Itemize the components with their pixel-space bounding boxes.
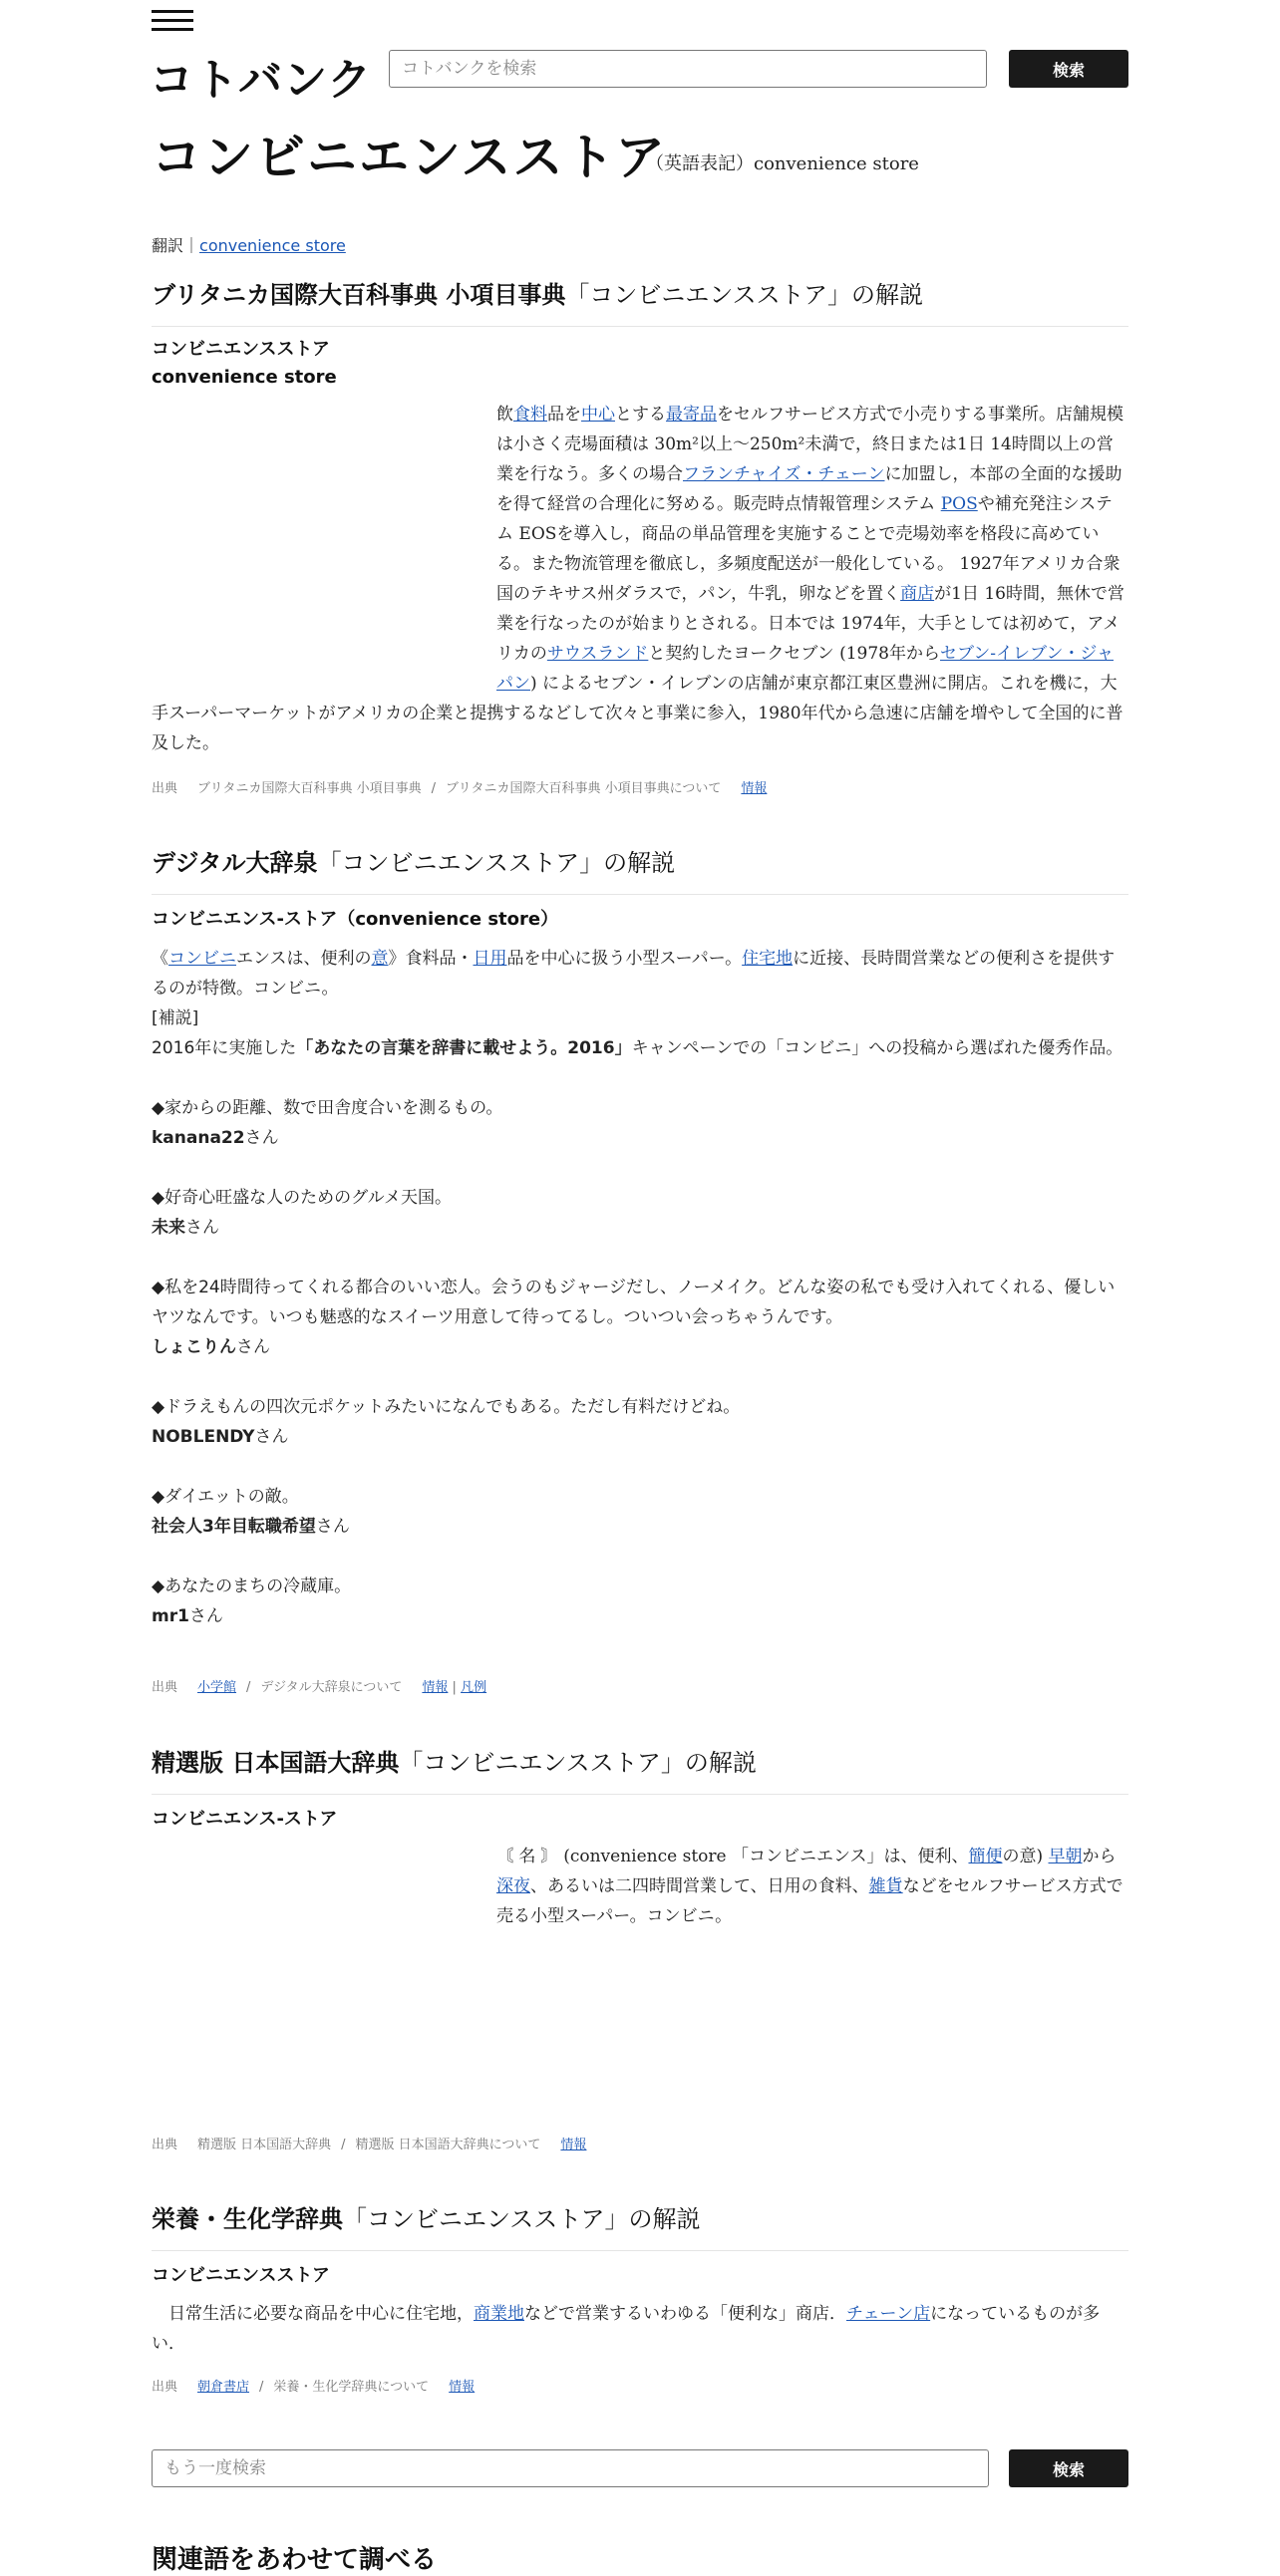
- britannica-heading-title: ブリタニカ国際大百科事典 小項目事典: [152, 281, 566, 309]
- link-i[interactable]: 意: [371, 949, 389, 969]
- link-chushin[interactable]: 中心: [581, 405, 615, 425]
- daijisen-heading-suffix: 「コンビニエンスストア」の解説: [317, 849, 676, 877]
- daijisen-legend-link[interactable]: 凡例: [461, 1680, 487, 1695]
- supplement-label: [補説]: [152, 1008, 199, 1028]
- shogakukan-link[interactable]: 小学館: [197, 1680, 237, 1695]
- britannica-entry-name: [152, 336, 337, 392]
- translation-line: [152, 233, 346, 256]
- link-franchise-chain[interactable]: フランチャイズ・チェーン: [683, 464, 885, 484]
- kokugo-entry-name: コンビニエンス-ストア: [152, 1809, 338, 1830]
- kokugo-heading-title: 精選版 日本国語大辞典: [152, 1749, 400, 1777]
- link-pos[interactable]: POS: [940, 494, 978, 514]
- daijisen-entry-name: コンビニエンス-ストア（convenience store）: [152, 909, 559, 930]
- search-button[interactable]: 検索: [1009, 50, 1128, 88]
- britannica-heading: [152, 275, 1128, 327]
- eiyo-heading: [152, 2199, 1128, 2251]
- search-input[interactable]: [389, 50, 987, 88]
- submission-item: ◆あなたのまちの冷蔵庫。 mr1さん: [152, 1576, 352, 1626]
- eiyo-info-link[interactable]: 情報: [449, 2380, 476, 2395]
- english-notation: （英語表記）convenience store: [646, 153, 919, 174]
- britannica-heading-suffix: 「コンビニエンスストア」の解説: [565, 281, 923, 309]
- translation-link[interactable]: convenience store: [199, 236, 346, 255]
- daijisen-definition: 《コンビニエンスは、便利の意》食料品・日用品を中心に扱う小型スーパー。住宅地に近接、長時間営業などの便利さを提供するのが特徴。コンビニ。: [152, 949, 1116, 999]
- eiyo-source: 出典 朝倉書店 / 栄養・生化学辞典について 情報: [152, 2380, 476, 2395]
- eiyo-heading-suffix: 「コンビニエンスストア」の解説: [343, 2205, 701, 2233]
- submission-item: ◆私を24時間待ってくれる都合のいい恋人。会うのもジャージだし、ノーメイク。どんな姿の私でも受け入れてくれる、優しいヤツなんです。いつも魅惑的なスイーツ用意して待ってるし。ついつい会っちゃうんです。 しょこりんさん: [152, 1278, 1116, 1357]
- eiyo-entry-name: コンビニエンスストア: [152, 2265, 330, 2286]
- daijisen-heading: [152, 843, 1128, 895]
- bottom-search-input[interactable]: [152, 2449, 989, 2487]
- eiyo-body: 日常生活に必要な商品を中心に住宅地，商業地などで営業するいわゆる「便利な」商店．チェーン店になっているものが多い．: [152, 2304, 1101, 2354]
- link-konbini[interactable]: コンビニ: [168, 949, 236, 969]
- link-moyorihin[interactable]: 最寄品: [666, 405, 717, 425]
- kokugo-body: 〘 名 〙 (convenience store 「コンビニエンス」は、便利、簡便の意) 早朝から深夜、あるいは二四時間営業して、日用の食料、雑貨などをセルフサービス方式で売る小型スーパー。コンビニ。: [496, 1847, 1123, 1926]
- campaign-text: 2016年に実施した「あなたの言葉を辞書に載せよう。2016」キャンペーンでの「コンビニ」への投稿から選ばれた優秀作品。: [152, 1038, 1123, 1058]
- britannica-name-ja: コンビニエンスストア: [152, 339, 330, 360]
- submission-item: ◆好奇心旺盛な人のためのグルメ天国。 未来さん: [152, 1188, 453, 1238]
- daijisen-body: [152, 944, 1128, 1631]
- link-shinya[interactable]: 深夜: [496, 1876, 530, 1896]
- link-kanben[interactable]: 簡便: [968, 1847, 1003, 1866]
- page-title: コンビニエンスストア: [152, 129, 667, 186]
- kokugo-source: 出典 精選版 日本国語大辞典 / 精選版 日本国語大辞典について 情報: [152, 2138, 587, 2152]
- bottom-search-button[interactable]: 検索: [1009, 2449, 1128, 2487]
- daijisen-source: 出典 小学館 / デジタル大辞泉について 情報 | 凡例: [152, 1680, 487, 1695]
- eiyo-heading-title: 栄養・生化学辞典: [152, 2205, 343, 2233]
- link-socho[interactable]: 早朝: [1048, 1847, 1083, 1866]
- link-zakka[interactable]: 雑貨: [868, 1876, 903, 1896]
- britannica-info-link[interactable]: 情報: [741, 781, 768, 796]
- submission-list: [152, 1063, 1128, 1631]
- site-logo[interactable]: コトバンク: [150, 55, 373, 106]
- britannica-source: 出典 ブリタニカ国際大百科事典 小項目事典 / ブリタニカ国際大百科事典 小項目事典について 情報: [152, 781, 768, 796]
- link-southland[interactable]: サウスランド: [546, 644, 649, 664]
- link-jutakuchi[interactable]: 住宅地: [742, 949, 794, 969]
- link-shokuryo[interactable]: 食料: [513, 405, 547, 425]
- submission-item: ◆家からの距離、数で田舎度合いを測るもの。 kanana22さん: [152, 1098, 503, 1148]
- related-heading: 関連語をあわせて調べる: [152, 2545, 438, 2575]
- submission-item: ◆ドラえもんの四次元ポケットみたいになんでもある。ただし有料だけどね。 NOBLENDYさん: [152, 1397, 741, 1447]
- link-shoten[interactable]: 商店: [900, 584, 935, 604]
- link-seven-eleven-japan[interactable]: セブン-イレブン・ジャパン: [496, 644, 1115, 694]
- kokugo-heading-suffix: 「コンビニエンスストア」の解説: [399, 1749, 757, 1777]
- daijisen-info-link[interactable]: 情報: [422, 1680, 449, 1695]
- daijisen-heading-title: デジタル大辞泉: [152, 849, 318, 877]
- britannica-body: 飲食料品を中心とする最寄品をセルフサービス方式で小売りする事業所。店舗規模は小さく売場面積は 30m²以上～250m²未満で，終日または1日 14時間以上の営業を行なう。多くの場合フランチャイズ・チェーンに加盟し，本部の全面的な援助を得て経営の合理化に努める。販売時点情報管理システム POSや補充発注システム EOSを導入し，商品の単品管理を実施することで売場効率を格段に高めている。また物流管理を徹底し，多頻度配送が一般化している。 1927年アメリカ合衆国のテキサス州ダラスで，パン，牛乳，卵などを置く商店が1日 16時間，無休で営業を行なったのが始まりとされる。日本では 1974年，大手としては初めて，アメリカのサウスランドと契約したヨークセブン (1978年からセブン-イレブン・ジャパン) によるセブン・イレブンの店舗が東京都江東区豊洲に開店。これを機に，大手スーパーマーケットがアメリカの企業と提携するなどして次々と事業に参入，1980年代から急速に店舗を増やして全国的に普及した。: [152, 405, 1124, 753]
- kokugo-heading: [152, 1743, 1128, 1795]
- asakura-link[interactable]: 朝倉書店: [197, 2380, 250, 2395]
- link-chain-ten[interactable]: チェーン店: [846, 2304, 931, 2324]
- link-nichiyo[interactable]: 日用: [473, 949, 507, 969]
- submission-item: ◆ダイエットの敵。 社会人3年目転職希望さん: [152, 1487, 350, 1537]
- britannica-name-en: convenience store: [152, 367, 337, 388]
- kokugo-info-link[interactable]: 情報: [560, 2138, 587, 2152]
- menu-icon[interactable]: [152, 10, 193, 32]
- translation-label: 翻訳｜: [152, 236, 200, 255]
- link-shogyochi[interactable]: 商業地: [474, 2304, 524, 2324]
